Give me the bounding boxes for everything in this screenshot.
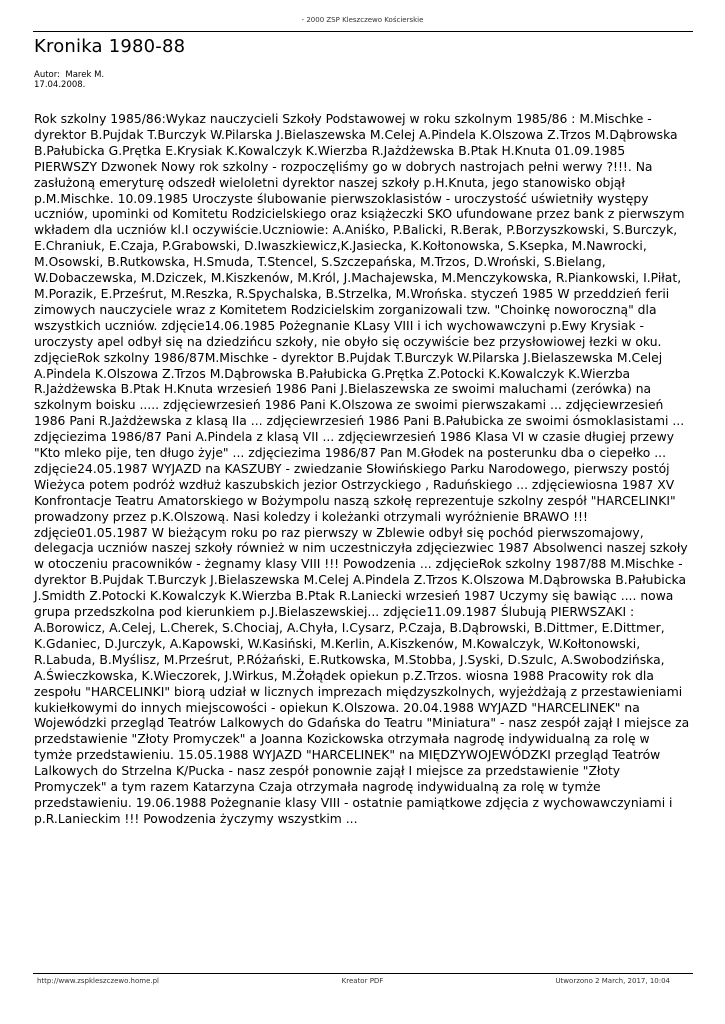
author-row	[34, 70, 104, 80]
header-rule	[33, 31, 693, 32]
article-body: Rok szkolny 1985/86:Wykaz nauczycieli Szkoły Podstawowej w roku szkolnym 1985/86 : M.Mischke - dyrektor B.Pujdak T.Burczyk W.Pilarska J.Bielaszewska M.Celej A.Pindela K.Olszowa Z.Trzos M.Dąbrowska B.Pałubicka G.Prętka E.Krysiak K.Kowalczyk K.Wierzba R.Jażdżewska B.Ptak H.Knuta 01.09.1985 PIERWSZY Dzwonek Nowy rok szkolny - rozpoczęliśmy go w dobrych nastrojach pełni werwy ?!!!. Na zasłużoną emeryturę odszedł wieloletni dyrektor naszej szkoły p.H.Knuta, jego stanowisko objął p.M.Mischke. 10.09.1985 Uroczyste ślubowanie pierwszoklasistów - uroczystość uświetniły występy uczniów, upominki od Komitetu Rodzicielskiego oraz książeczki SKO ufundowane przez bank z pierwszym wkładem dla uczniów kl.I oczywiście.Uczniowie: A.Aniśko, P.Balicki, R.Berak, P.Borzyszkowski, S.Burczyk, E.Chraniuk, E.Czaja, P.Grabowski, D.Iwaszkiewicz,K.Jasiecka, K.Kołtonowska, S.Ksepka, M.Nawrocki, M.Osowski, B.Rutkowska, H.Smuda, T.Stencel, S.Szczepańska, M.Trzos, D.Wroński, S.Bielang, W.Dobaczewska, M.Dziczek, M.Kiszkenów, M.Król, J.Machajewska, M.Menczykowska, R.Piankowski, I.Piłat, M.Porazik, E.Prześrut, M.Reszka, R.Spychalska, B.Strzelka, M.Wrońska. styczeń 1985 W przeddzień ferii zimowych nauczyciele wraz z Komitetem Rodzicielskim zorganizowali tzw. "Choinkę noworoczną" dla wszystkich uczniów. zdjęcie14.06.1985 Pożegnanie KLasy VIII i ich wychowawczyni p.Ewy Krysiak - uroczysty apel odbył się na dziedzińcu szkoły, nie obyło się oczywiście bez przysłowiowej łezki w oku. zdjęcieRok szkolny 1986/87M.Mischke - dyrektor B.Pujdak T.Burczyk W.Pilarska J.Bielaszewska M.Celej A.Pindela K.Olszowa Z.Trzos M.Dąbrowska B.Pałubicka G.Prętka Z.Potocki K.Kowalczyk K.Wierzba R.Jażdżewska B.Ptak H.Knuta wrzesień 1986 Pani J.Bielaszewska ze swoimi maluchami (zerówka) na szkolnym boisku ..... zdjęciewrzesień 1986 Pani K.Olszowa ze swoimi pierwszakami ... zdjęciewrzesień 1986 Pani R.Jażdżewska z klasą IIa ... zdjęciewrzesień 1986 Pani B.Pałubicka ze swoimi ósmoklasistami ... zdjęciezima 1986/87 Pani A.Pindela z klasą VII ... zdjęciewrzesień 1986 Klasa VI w czasie długiej przewy "Kto mleko pije, ten długo żyje" ... zdjęciezima 1986/87 Pan M.Głodek na posterunku dba o ciepełko ... zdjęcie24.05.1987 WYJAZD na KASZUBY - zwiedzanie Słowińskiego Parku Narodowego, pierwszy postój Wieżyca potem podróż wzdłuż kaszubskich jezior Ostrzyckiego , Raduńskiego ... zdjęciewiosna 1987 XV Konfrontacje Teatru Amatorskiego w Bożympolu naszą szkołę reprezentuje szkolny zespół "HARCELINKI" prowadzony przez p.K.Olszową. Nasi koledzy i koleżanki otrzymali wyróżnienie BRAWO !!! zdjęcie01.05.1987 W bieżącym roku po raz pierwszy w Zblewie odbył się pochód pierwszomajowy, delegacja uczniów naszej szkoły również w nim uczestniczyła zdjęciezwiec 1987 Absolwenci naszej szkoły w otoczeniu pracowników - żegnamy klasy VIII !!! Powodzenia ... zdjęcieRok szkolny 1987/88 M.Mischke - dyrektor B.Pujdak T.Burczyk J.Bielaszewska M.Celej A.Pindela Z.Trzos K.Olszowa M.Dąbrowska B.Pałubicka J.Smidth Z.Potocki K.Kowalczyk K.Wierzba B.Ptak R.Laniecki wrzesień 1987 Uczymy się bawiąc .... nowa grupa przedszkolna pod kierunkiem p.J.Bielaszewskiej... zdjęcie11.09.1987 Ślubują PIERWSZAKI : A.Borowicz, A.Celej, L.Cherek, S.Chociaj, A.Chyła, I.Cysarz, P.Czaja, B.Dąbrowski, B.Dittmer, E.Dittmer, K.Gdaniec, D.Jurczyk, A.Kapowski, W.Kasiński, M.Kerlin, A.Kiszkenów, M.Kowalczyk, W.Kołtonowski, R.Labuda, B.Myślisz, M.Prześrut, P.Różański, E.Rutkowska, M.Stobba, J.Syski, D.Szulc, A.Swobodzińska, A.Świeczkowska, K.Wieczorek, J.Wirkus, M.Żołądek opiekun p.Z.Trzos. wiosna 1988 Pracowity rok dla zespołu "HARCELINKI" biorą udział w licznych imprezach międzyszkolnych, wyjeżdżają z przestawieniami kukiełkowymi do innych miejscowości - opiekun K.Olszowa. 20.04.1988 WYJAZD "HARCELINEK" na Wojewódzki przegląd Teatrów Lalkowych do Gdańska do Teatru "Miniatura" - nasz zespół zajął I miejsce za przedstawienie "Złoty Promyczek" a Joanna Kozickowska otrzymała nagrodę indywidualną za rolę w tymże przedstawieniu. 15.05.1988 WYJAZD "HARCELINEK" na MIĘDZYWOJEWÓDZKI przegląd Teatrów Lalkowych do Strzelna K/Pucka - nasz zespół ponownie zajął I miejsce za przedstawienie "Złoty Promyczek" a tym razem Katarzyna Czaja otrzymała nagrodę indywidualną za rolę w tymże przedstawieniu. 19.06.1988 Pożegnanie klasy VIII - ostatnie pamiątkowe zdjęcia z wychowawczyniami i p.R.Lanieckim !!! Powodzenia życzymy wszystkim ...	[34, 112, 690, 826]
footer-created-date: Utworzono 2 March, 2017, 10:04	[555, 977, 670, 985]
author-name: Marek M.	[65, 70, 105, 80]
footer-rule	[33, 973, 693, 974]
article-meta	[34, 70, 104, 90]
page-header-text: - 2000 ZSP Kleszczewo Kościerskie	[301, 16, 424, 24]
footer-generator: Kreator PDF	[341, 977, 384, 985]
publish-date: 17.04.2008.	[34, 80, 86, 90]
page-title: Kronika 1980-88	[34, 36, 186, 57]
footer-url: http://www.zspkleszczewo.home.pl	[37, 977, 159, 985]
author-label: Autor:	[34, 70, 60, 80]
